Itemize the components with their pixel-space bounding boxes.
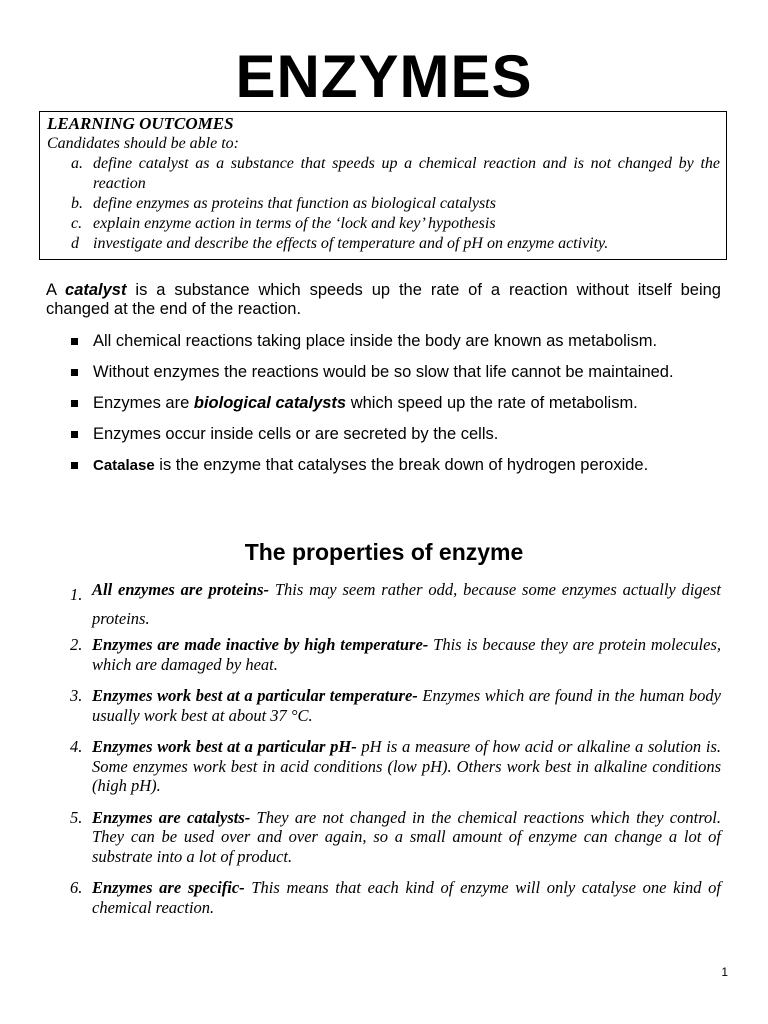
- bullet-text-after: is the enzyme that catalyses the break down of hydrogen peroxide.: [154, 456, 649, 474]
- property-body: This means that each kind of enzyme will only catalyse one kind of chemical reaction.: [92, 878, 721, 917]
- bullet-item: [46, 332, 721, 351]
- learning-outcomes-heading: LEARNING OUTCOMES: [47, 114, 234, 133]
- bullet-bold-term: Catalase: [93, 457, 155, 474]
- bullet-text-before: Enzymes are: [93, 394, 194, 412]
- property-text: [92, 878, 721, 917]
- learning-outcome-letter: d: [71, 235, 79, 252]
- learning-outcome-letter: b.: [71, 195, 83, 212]
- property-head: Enzymes work best at a particular pH-: [92, 737, 357, 756]
- bullet-item: [46, 425, 721, 444]
- learning-outcome-item: [47, 214, 720, 234]
- learning-outcome-text: investigate and describe the effects of temperature and of pH on enzyme activity.: [93, 235, 609, 252]
- bullet-text: All chemical reactions taking place inside the body are known as metabolism.: [93, 332, 658, 350]
- property-body: This may seem rather odd, because some enzymes actually digest proteins.: [92, 580, 722, 628]
- learning-outcome-letter: a.: [71, 155, 83, 172]
- property-text: [92, 808, 721, 867]
- property-text: [92, 635, 721, 674]
- learning-outcome-item: [47, 234, 720, 254]
- property-head: Enzymes are specific-: [92, 878, 245, 897]
- property-text: [92, 686, 721, 725]
- page-number: 1: [721, 965, 728, 979]
- learning-outcome-letter: c.: [71, 215, 83, 232]
- property-body: Enzymes which are found in the human body usually work best at about 37 °C.: [92, 686, 721, 725]
- learning-outcome-item: [47, 154, 720, 194]
- square-bullet-icon: [46, 456, 93, 475]
- property-head: Enzymes are made inactive by high temperature-: [92, 635, 429, 654]
- property-body: They are not changed in the chemical reactions which they control. They can be used over and over again, so a small amount of enzyme can change a lot of substrate into a lot of product.: [92, 807, 721, 866]
- property-number: 3.: [70, 686, 83, 705]
- learning-outcome-item: [47, 194, 720, 214]
- intro-term: catalyst: [65, 281, 127, 299]
- property-number: 5.: [70, 807, 83, 827]
- property-number: 4.: [70, 737, 83, 756]
- bullet-item: [46, 394, 721, 413]
- property-head: Enzymes work best at a particular temperature-: [92, 686, 418, 705]
- bullet-item: [46, 363, 721, 382]
- square-bullet-icon: [46, 363, 93, 382]
- property-item: [46, 686, 721, 725]
- bullet-text-after: which speed up the rate of metabolism.: [346, 394, 638, 412]
- properties-list: [46, 580, 721, 917]
- page-title: ENZYMES: [235, 43, 533, 110]
- property-number: 6.: [70, 878, 83, 897]
- learning-outcomes-list: [47, 154, 720, 254]
- property-body: pH is a measure of how acid or alkaline a solution is. Some enzymes work best in acid conditions (low pH). Others work best in alkaline conditions (high pH).: [92, 737, 721, 795]
- square-bullet-icon: [46, 425, 93, 444]
- catalyst-definition-paragraph: [46, 281, 721, 319]
- properties-heading: The properties of enzyme: [244, 539, 524, 565]
- bullet-text: [93, 394, 721, 413]
- property-item: [46, 635, 721, 674]
- square-bullet-icon: [46, 394, 93, 413]
- intro-rest: is a substance which speeds up the rate of a reaction without itself being changed at the end of the reaction.: [46, 281, 721, 318]
- learning-outcome-text: define enzymes as proteins that function as biological catalysts: [93, 195, 496, 212]
- property-head: All enzymes are proteins-: [92, 580, 270, 599]
- square-bullet-icon: [46, 332, 93, 351]
- property-number: 2.: [70, 635, 83, 654]
- learning-outcome-text: define catalyst as a substance that speeds up a chemical reaction and is not changed by the reaction: [93, 155, 720, 192]
- enzyme-facts-list: [46, 332, 721, 487]
- learning-outcomes-box: [39, 111, 727, 260]
- property-text: [92, 575, 721, 633]
- property-item: [46, 878, 721, 917]
- bullet-text: [93, 456, 721, 475]
- bullet-text: Without enzymes the reactions would be so slow that life cannot be maintained.: [93, 363, 674, 381]
- property-head: Enzymes are catalysts-: [92, 807, 251, 827]
- property-number: 1.: [70, 585, 83, 604]
- property-body: This is because they are protein molecules, which are damaged by heat.: [92, 635, 721, 674]
- property-item: [46, 580, 721, 633]
- intro-prefix: A: [46, 281, 66, 299]
- learning-outcomes-subheading: Candidates should be able to:: [47, 135, 239, 152]
- bullet-text: Enzymes occur inside cells or are secreted by the cells.: [93, 425, 499, 443]
- property-item: [46, 808, 721, 867]
- bullet-emphasis: biological catalysts: [193, 394, 347, 412]
- learning-outcome-text: explain enzyme action in terms of the ‘lock and key’ hypothesis: [93, 215, 496, 232]
- bullet-item: [46, 456, 721, 475]
- property-item: [46, 737, 721, 796]
- property-text: [92, 737, 721, 796]
